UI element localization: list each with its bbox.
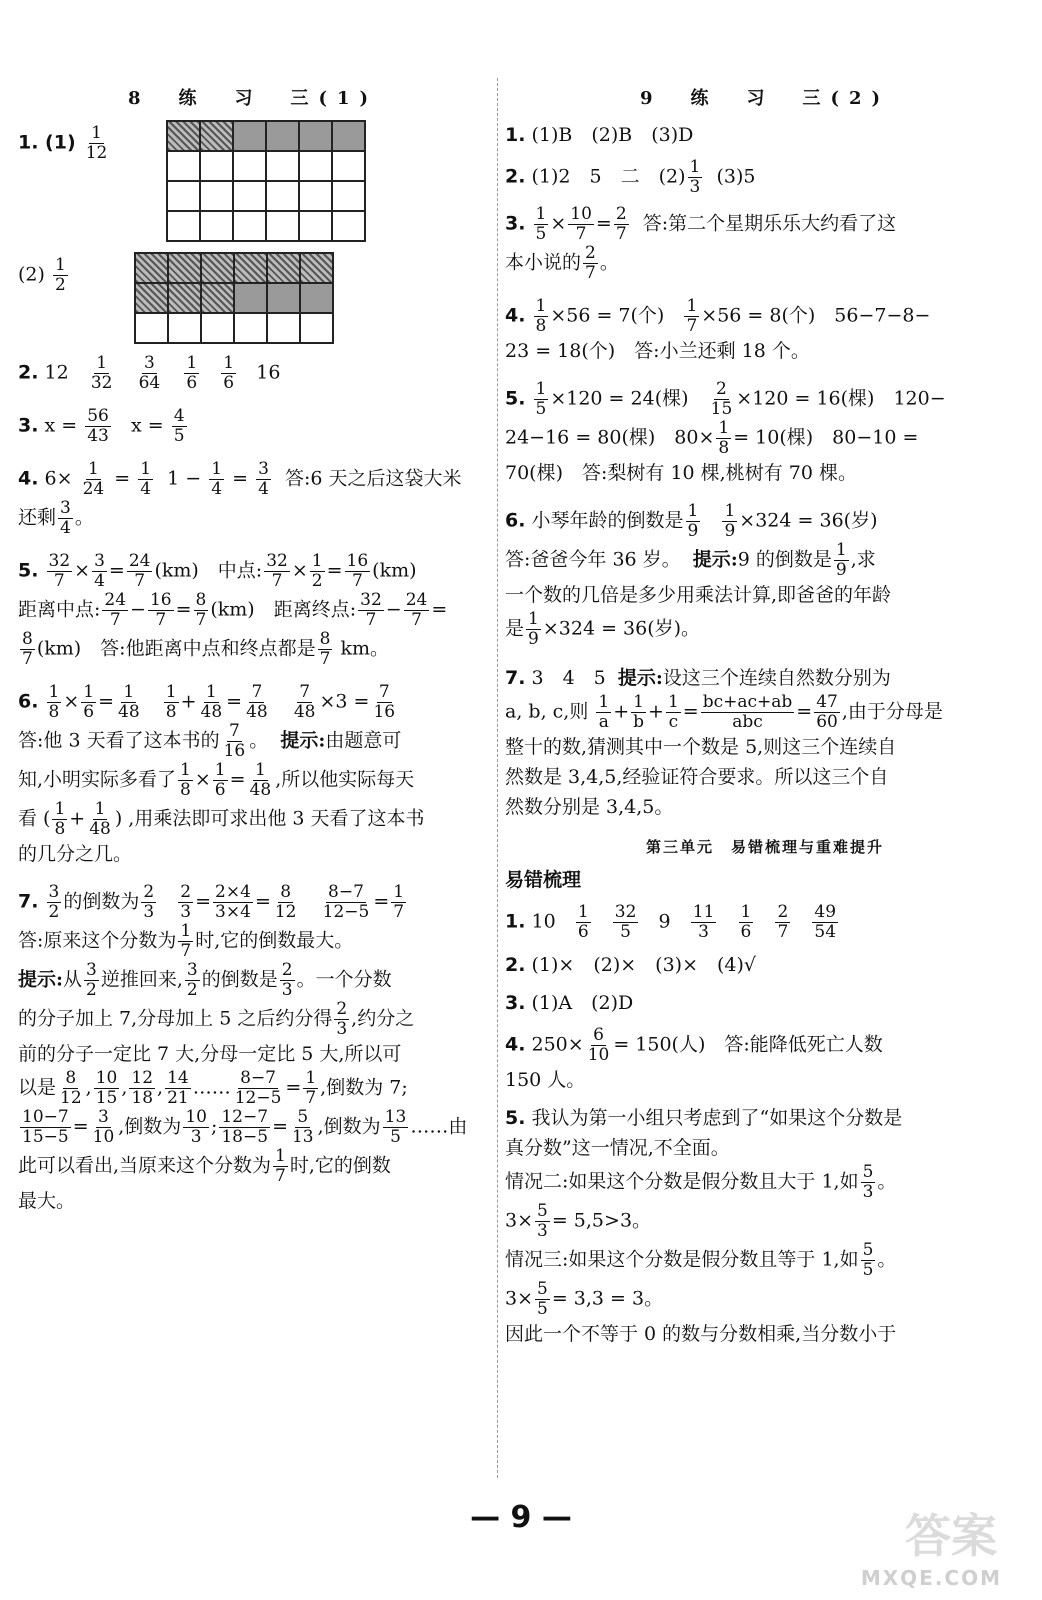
fraction: $\frac{1}{c}$ [667,692,679,732]
fraction: $\frac{1}{8}$ [48,682,60,722]
fraction: $\frac{1}{6}$ [214,760,226,800]
fraction: $\frac{12}{18}$ [131,1068,154,1108]
fraction: $\frac{1}{6}$ [223,353,235,393]
fraction: $\frac{3}{10}$ [92,1107,115,1147]
fraction: $\frac{2}{7}$ [585,243,596,283]
fraction: $\frac{1}{7}$ [393,882,405,922]
fraction: $\frac{10-7}{15-5}$ [22,1107,69,1147]
r-q2-answer: 2. (1)2 5 二 (2) $\frac{1}{3}$ (3)5 [505,157,756,197]
q4-answer: 4. 6× $\frac{1}{24}$ = $\frac{1}{4}$ 1 − $\frac{1}{4}$ = $\frac{3}{4}$ 答:6 天之后这袋大米 还剩 $\frac{3}{4}$ 。 [18,459,462,538]
q2-answer: 2. 12 $\frac{1}{32}$ $\frac{3}{64}$ $\frac{1}{6}$ $\frac{1}{6}$ 16 [18,353,281,393]
fraction: $\frac{1}{48}$ [200,682,223,722]
fraction: $\frac{11}{3}$ [692,902,715,942]
fraction: $\frac{56}{43}$ [87,406,109,446]
q6-answer: 6. $\frac{1}{8}$ × $\frac{1}{6}$ = $\frac{1}{48}$ $\frac{1}{8}$ + $\frac{1}{48}$ = $\frac{7}{48}$ $\frac{7}{48}$ ×3 = $\frac{7}{16}$ 答:他 3 天看了这本书的 $\frac{7}{16}$ 。 提示:由题意可 知,小明实际多看了 $\frac{1}{8}$ × $\frac{1}{6}$ = $\frac{1}{48}$ ,所以他实际每天 看 ( $\frac{1}{8}$ + $\frac{1}{48}$ ) ,用乘法即可求出他 3 天看了这本书 的几分之几。 [18,682,425,865]
fraction: $\frac{1}{5}$ [535,204,547,244]
fraction: $\frac{32}{7}$ [266,551,288,591]
fraction: $\frac{8}{7}$ [195,590,207,630]
fraction: $\frac{2}{15}$ [710,379,733,419]
fraction: $\frac{10}{3}$ [185,1107,207,1147]
fraction: $\frac{2}{3}$ [336,999,348,1039]
fraction: $\frac{1}{48}$ [89,799,111,839]
e3-answer: 3. (1)A (2)D [505,992,634,1014]
fraction: $\frac{1}{8}$ [165,682,177,722]
fraction: $\frac{24}{7}$ [405,590,428,630]
e5-answer: 5. 我认为第一小组只考虑到了“如果这个分数是 真分数”这一情况,不全面。 情况二:如果这个分数是假分数且大于 1,如 $\frac{5}{3}$ 。 3× $\frac{5}{3}$ = 5,5>3。 情况三:如果这个分数是假分数且等于 1,如 $\frac{5}{5}$ 。 3× $\frac{5}{5}$ = 3,3 = 3。 因此一个不等于 0 的数与分数相乘,当分数小于 [505,1107,903,1345]
fraction: $\frac{8-7}{12-5}$ [234,1068,282,1108]
q1-part2-label: (2) [18,263,45,286]
e2-answer: 2. (1)× (2)× (3)× (4)√ [505,954,757,976]
r-q1-answer: 1. (1)B (2)B (3)D [505,124,694,146]
fraction: $\frac{5}{3}$ [862,1162,874,1202]
fraction: $\frac{3}{2}$ [48,882,60,922]
r-q6-answer: 6. 小琴年龄的倒数是 $\frac{1}{9}$ $\frac{1}{9}$ ×324 = 36(岁) 答:爸爸今年 36 岁。 提示:9 的倒数是 $\frac{1}{9}$ ,求 一个数的几倍是多少用乘法计算,即爸爸的年龄 是 $\frac{1}{9}$ ×324 = 36(岁)。 [505,501,892,649]
fraction: $\frac{1}{9}$ [687,501,699,541]
fraction: $\frac{1}{b}$ [633,692,645,732]
fraction: $\frac{1}{a}$ [598,692,610,732]
shaded-grid-1 [166,120,366,242]
right-column [505,70,1025,1363]
r-q5-answer: 5. $\frac{1}{5}$ ×120 = 24(棵) $\frac{2}{15}$ ×120 = 16(棵) 120− 24−16 = 80(棵) 80× $\frac{1}{8}$ = 10(棵) 80−10 = 70(棵) 答:梨树有 10 棵,桃树有 70 棵。 [505,379,946,484]
section-title: 9 练 习 三(2) [639,88,891,109]
fraction: $\frac{32}{7}$ [48,551,71,591]
fraction: $\frac{24}{7}$ [128,551,151,591]
fraction: $\frac{2}{7}$ [777,902,789,942]
fraction: $\frac{3}{4}$ [258,459,269,499]
fraction: $\frac{24}{7}$ [104,590,127,630]
e1-answer: 1. 10 $\frac{1}{6}$ $\frac{32}{5}$ 9 $\frac{11}{3}$ $\frac{1}{6}$ $\frac{2}{7}$ $\frac{49}{54}$ [505,902,837,942]
fraction: $\frac{1}{9}$ [835,540,847,580]
fraction: $\frac{1}{48}$ [249,760,272,800]
fraction: $\frac{1}{8}$ [180,760,191,800]
r-q4-answer: 4. $\frac{1}{8}$ ×56 = 7(个) $\frac{1}{7}$ ×56 = 8(个) 56−7−8− 23 = 18(个) 答:小兰还剩 18 个。 [505,296,931,362]
fraction: $\frac{3}{4}$ [60,498,71,538]
fraction: $\frac{8}{12}$ [60,1068,82,1108]
fraction: $\frac{5}{5}$ [537,1279,548,1319]
fraction: $\frac{1}{7}$ [180,921,192,961]
q1-label: 1. (1) [18,131,76,154]
fraction: $\frac{14}{21}$ [167,1068,189,1108]
q1-part2 [18,252,488,344]
shaded-grid-2 [134,252,334,344]
e4-answer: 4. 250× $\frac{6}{10}$ = 150(人) 答:能降低死亡人数 150 人。 [505,1025,883,1091]
fraction: $\frac{5}{5}$ [862,1240,874,1280]
fraction: $\frac{1}{7}$ [305,1068,317,1108]
fraction: $\frac{7}{48}$ [293,682,316,722]
left-column [18,70,488,1230]
q5-answer: 5. $\frac{32}{7}$ × $\frac{3}{4}$ = $\frac{24}{7}$ (km) 中点: $\frac{32}{7}$ × $\frac{1}{2}$ = $\frac{16}{7}$ (km) 距离中点: $\frac{24}{7}$ − $\frac{16}{7}$ = $\frac{8}{7}$ (km) 距离终点: $\frac{32}{7}$ − $\frac{24}{7}$ = $\frac{8}{7}$ (km) 答:他距离中点和终点都是 $\frac{8}{7}$ km。 [18,551,448,669]
fraction: $\frac{32}{5}$ [614,902,637,942]
fraction: $\frac{8}{7}$ [319,629,331,669]
fraction: $\frac{3}{64}$ [138,353,161,393]
fraction: $\frac{7}{16}$ [223,721,246,761]
fraction: $\frac{1}{6}$ [186,353,198,393]
fraction: $\frac{16}{7}$ [346,551,369,591]
fraction: $\frac{2}{3}$ [143,882,155,922]
fraction: $\frac{1}{7}$ [686,296,698,336]
fraction: $\frac{2}{7}$ [615,204,627,244]
unit-heading: 第三单元 易错梳理与重难提升 [645,838,884,856]
q7-answer: 7. $\frac{3}{2}$ 的倒数为 $\frac{2}{3}$ $\frac{2}{3}$ = $\frac{2\times 4}{3\times 4}$ = $\frac{8}{12}$ $\frac{8-7}{12-5}$ = $\frac{1}{7}$ 答:原来这个分数为 $\frac{1}{7}$ 时,它的倒数最大。 提示:从 $\frac{3}{2}$ 逆推回来, $\frac{3}{2}$ 的倒数是 $\frac{2}{3}$ 。一个分数 的分子加上 7,分母加上 5 之后约分得 $\frac{2}{3}$ ,约分之 前的分子一定比 7 大,分母一定比 5 大,所以可 以是 $\frac{8}{12}$ , $\frac{10}{15}$ , $\frac{12}{18}$ , $\frac{14}{21}$ …… $\frac{8-7}{12-5}$ = $\frac{1}{7}$ ,倒数为 7; $\frac{10-7}{15-5}$ = $\frac{3}{10}$ ,倒数为 $\frac{10}{3}$ ; $\frac{12-7}{18-5}$ = $\frac{5}{13}$ ,倒数为 $\frac{13}{5}$ ……由 此可以看出,当原来这个分数为 $\frac{1}{7}$ 时,它的倒数 最大。 [18,882,468,1212]
r-q3-answer: 3. $\frac{1}{5}$ × $\frac{10}{7}$ = $\frac{2}{7}$ 答:第二个星期乐乐大约看了这 本小说的 $\frac{2}{7}$ 。 [505,204,897,283]
fraction: $\frac{1}{4}$ [140,459,152,499]
fraction: $\frac{1}{8}$ [54,799,66,839]
fraction: $\frac{1}{6}$ [740,902,752,942]
fraction: $\frac{3}{4}$ [94,551,105,591]
fraction: $\frac{1}{8}$ [718,418,730,458]
fraction: $\frac{10}{15}$ [95,1068,118,1108]
fraction: $\frac{1}{9}$ [528,609,539,649]
q1-part1 [18,120,488,242]
fraction: $\frac{8}{12}$ [274,882,297,922]
watermark-logo: 答案 MXQE.COM [860,1509,1002,1590]
fraction: $\frac{7}{48}$ [246,682,268,722]
fraction: $\frac{2\times 4}{3\times 4}$ [215,882,251,922]
fraction: $\frac{bc+ac+ab}{\text{abc}}$ [702,692,793,732]
fraction: $\frac{1}{5}$ [535,379,547,419]
q3-answer: 3. x = $\frac{56}{43}$ x = $\frac{4}{5}$ [18,406,185,446]
fraction: $\frac{8-7}{12-5}$ [322,882,370,922]
fraction: $\frac{13}{5}$ [384,1107,407,1147]
fraction: $\frac{5}{13}$ [291,1107,314,1147]
fraction: $\frac{2}{3}$ [281,960,293,1000]
section-title: 8 练 习 三(1) [127,88,379,109]
fraction: $\frac{1}{32}$ [90,353,113,393]
fraction: $\frac{1}{9}$ [724,501,736,541]
fraction: $\frac{6}{10}$ [587,1025,610,1065]
fraction: $\frac{49}{54}$ [814,902,837,942]
fraction: $\frac{12-7}{18-5}$ [221,1107,269,1147]
fraction: $\frac{4}{5}$ [173,406,185,446]
fraction: $\frac{8}{7}$ [22,629,33,669]
fraction: $\frac{1}{2}$ [311,551,323,591]
fraction: $\frac{1}{48}$ [118,682,140,722]
fraction: $\frac{47}{60}$ [816,692,838,732]
page-number: — 9 — [470,1500,572,1535]
column-divider [497,78,498,1478]
fraction: $\frac{1}{2}$ [54,255,66,295]
fraction: $\frac{1}{4}$ [211,459,223,499]
fraction: $\frac{5}{3}$ [537,1201,548,1241]
fraction: $\frac{16}{7}$ [149,590,172,630]
fraction: $\frac{1}{24}$ [82,459,105,499]
fraction: $\frac{1}{6}$ [83,682,95,722]
fraction: $\frac{7}{16}$ [373,682,396,722]
fraction: $\frac{1}{7}$ [275,1146,286,1186]
fraction: $\frac{1}{12}$ [85,123,108,163]
subheading: 易错梳理 [505,869,582,891]
fraction: $\frac{3}{2}$ [86,960,97,1000]
fraction: $\frac{2}{3}$ [180,882,192,922]
fraction: $\frac{10}{7}$ [570,204,592,244]
fraction: $\frac{32}{7}$ [360,590,382,630]
fraction: $\frac{3}{2}$ [186,960,198,1000]
fraction: $\frac{1}{8}$ [535,296,547,336]
r-q7-answer: 7. 3 4 5 提示:设这三个连续自然数分别为 a, b, c,则 $\frac{1}{a}$ + $\frac{1}{b}$ + $\frac{1}{c}$ = $\frac{bc+ac+ab}{\text{abc}}$ = $\frac{47}{60}$ ,由于分母是 整十的数,猜测其中一个数是 5,则这三个连续自 然数是 3,4,5,经验证符合要求。所以这三个自 然数分别是 3,4,5。 [505,667,943,818]
fraction: $\frac{1}{3}$ [689,157,701,197]
fraction: $\frac{1}{6}$ [577,902,589,942]
